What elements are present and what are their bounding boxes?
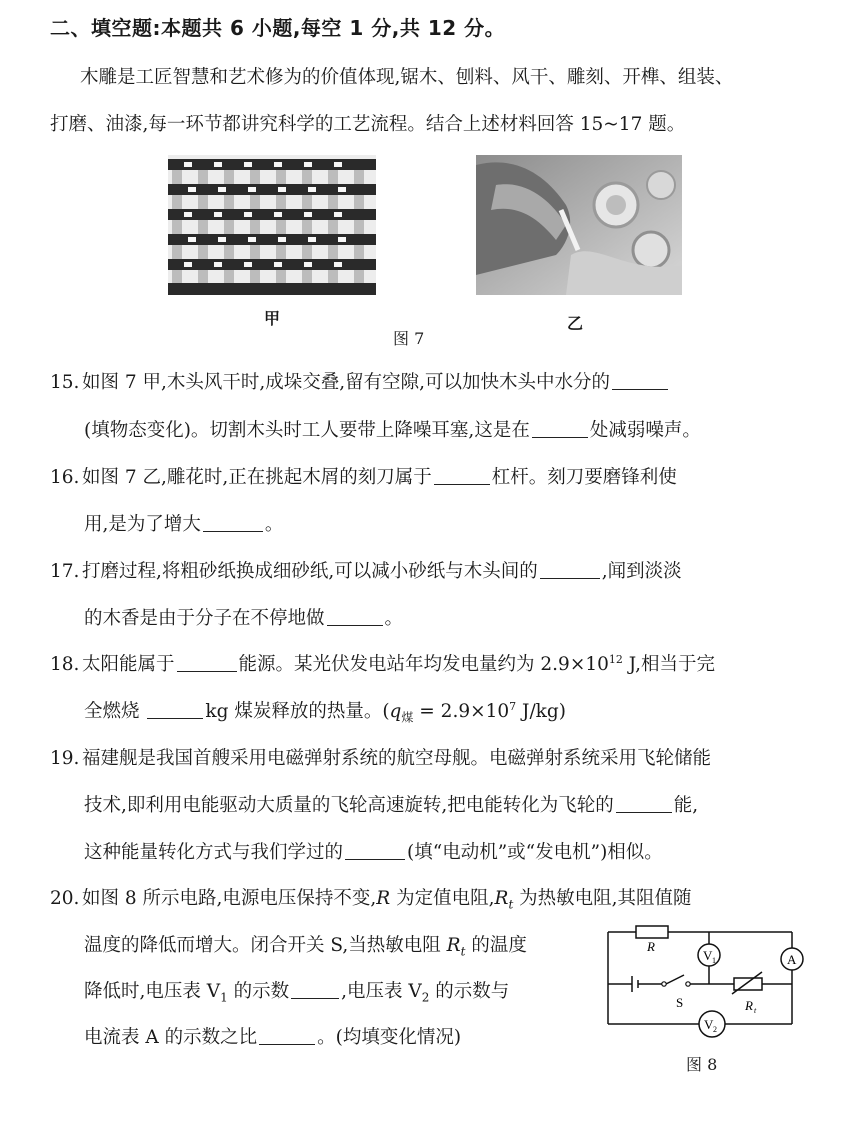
question-20-line-1c: 为热敏电阻,其阻值随 (513, 888, 692, 909)
question-20-line-1b: 为定值电阻, (390, 888, 495, 909)
answer-blank[interactable] (177, 653, 237, 672)
question-16-number: 16. (50, 467, 80, 488)
figure-7-b-wood-carving-photo (476, 155, 682, 295)
figure-7-a-stacked-wood-photo (168, 155, 376, 295)
figure-7-label-a: 甲 (264, 309, 281, 328)
question-17-line-1b: ,闻到淡淡 (601, 561, 682, 582)
question-20-line-4b: 。(均填变化情况) (317, 1027, 462, 1048)
question-18 (50, 650, 715, 676)
answer-blank[interactable] (327, 607, 383, 626)
question-18-line-2d: J/kg) (516, 701, 566, 722)
fig8-label-R: R (647, 939, 655, 954)
exponent: 7 (509, 699, 517, 713)
question-20-line-1a: 如图 8 所示电路,电源电压保持不变, (82, 888, 377, 909)
question-17-line-2a: 的木香是由于分子在不停地做 (84, 608, 325, 629)
question-16 (50, 463, 677, 489)
question-20 (50, 884, 692, 912)
question-15-line-2b: 处减弱噪声。 (589, 420, 701, 441)
fig8-label-S: S (676, 995, 684, 1010)
question-15 (50, 368, 670, 394)
fig8-label-V2: V (704, 1017, 714, 1032)
answer-blank[interactable] (345, 841, 405, 860)
question-15-line-1: 如图 7 甲,木头风干时,成垛交叠,留有空隙,可以加快木头中水分的 (82, 372, 611, 393)
question-16-line-2a: 用,是为了增大 (84, 514, 201, 535)
intro-line-2: 打磨、油漆,每一环节都讲究科学的工艺流程。结合上述材料回答 15~17 题。 (50, 114, 686, 135)
question-16-line-1b: 杠杆。刻刀要磨锋利使 (491, 467, 677, 488)
symbol-Rt: R (446, 935, 461, 956)
question-20-line-3b: 的示数 (227, 981, 290, 1002)
question-20-line-3d: 的示数与 (429, 981, 510, 1002)
question-20-line-2a: 温度的降低而增大。闭合开关 S,当热敏电阻 (84, 935, 447, 956)
question-18-line-2c: = 2.9×10 (413, 701, 510, 722)
fig8-label-A: A (787, 952, 797, 967)
subscript-coal: 煤 (401, 710, 414, 725)
question-18-line-2a: 全燃烧 (84, 701, 146, 722)
exponent: 12 (608, 652, 623, 666)
question-16-line-1a: 如图 7 乙,雕花时,正在挑起木屑的刻刀属于 (82, 467, 432, 488)
answer-blank[interactable] (203, 513, 263, 532)
subscript-1: 1 (220, 990, 228, 1005)
question-15-line-2a: (填物态变化)。切割木头时工人要带上降噪耳塞,这是在 (84, 420, 530, 441)
symbol-q: q (389, 701, 402, 722)
answer-blank[interactable] (147, 700, 203, 719)
fig8-label-V1: V (703, 948, 713, 963)
fig8-label-V1-sub: 1 (712, 956, 716, 965)
question-17-line-2b: 。 (384, 608, 404, 629)
subscript-t: t (460, 944, 466, 959)
figure-7-caption: 图 7 (393, 329, 425, 348)
question-20-line-2b: 的温度 (465, 935, 527, 956)
question-16-line-2b: 。 (264, 514, 284, 535)
answer-blank[interactable] (291, 980, 339, 999)
subscript-2: 2 (421, 990, 430, 1005)
question-18-line-2b: kg 煤炭释放的热量。( (205, 701, 390, 722)
question-19 (50, 744, 711, 770)
question-17-line-1a: 打磨过程,将粗砂纸换成细砂纸,可以减小砂纸与木头间的 (82, 561, 538, 582)
question-20-number: 20. (50, 888, 80, 909)
answer-blank[interactable] (434, 466, 490, 485)
section-title: 二、填空题:本题共 6 小题,每空 1 分,共 12 分。 (50, 16, 506, 40)
question-19-line-2a: 技术,即利用电能驱动大质量的飞轮高速旋转,把电能转化为飞轮的 (84, 795, 614, 816)
answer-blank[interactable] (616, 794, 672, 813)
intro-line-1: 木雕是工匠智慧和艺术修为的价值体现,锯木、刨料、风干、雕刻、开榫、组装、 (80, 67, 734, 88)
figure-7-label-b: 乙 (567, 314, 584, 333)
fig8-label-Rt-sub: t (754, 1006, 757, 1015)
subscript-t: t (508, 897, 514, 912)
fig8-label-V2-sub: 2 (713, 1025, 717, 1034)
question-20-line-3c: ,电压表 V (341, 981, 422, 1002)
question-20-line-3a: 降低时,电压表 V (84, 981, 221, 1002)
question-19-line-1: 福建舰是我国首艘采用电磁弹射系统的航空母舰。电磁弹射系统采用飞轮储能 (82, 748, 712, 769)
answer-blank[interactable] (540, 560, 600, 579)
answer-blank[interactable] (532, 419, 588, 438)
figure-8-caption: 图 8 (686, 1055, 718, 1074)
question-18-line-1a: 太阳能属于 (82, 654, 175, 675)
question-17-number: 17. (50, 561, 80, 582)
question-15-number: 15. (50, 372, 80, 393)
answer-blank[interactable] (612, 371, 668, 390)
answer-blank[interactable] (259, 1026, 315, 1045)
question-19-line-3a: 这种能量转化方式与我们学过的 (84, 842, 344, 863)
question-18-line-1c: J,相当于完 (622, 654, 715, 675)
symbol-Rt: R (494, 888, 509, 909)
question-17 (50, 557, 682, 583)
symbol-R: R (376, 888, 391, 909)
question-19-number: 19. (50, 748, 80, 769)
question-19-line-3b: (填“电动机”或“发电机”)相似。 (407, 842, 663, 863)
question-18-number: 18. (50, 654, 80, 675)
figure-8-circuit-diagram (604, 918, 804, 1040)
question-20-line-4a: 电流表 A 的示数之比 (84, 1027, 258, 1048)
fig8-label-Rt: R (745, 998, 753, 1013)
question-18-line-1b: 能源。某光伏发电站年均发电量约为 2.9×10 (238, 654, 609, 675)
question-19-line-2b: 能, (673, 795, 699, 816)
